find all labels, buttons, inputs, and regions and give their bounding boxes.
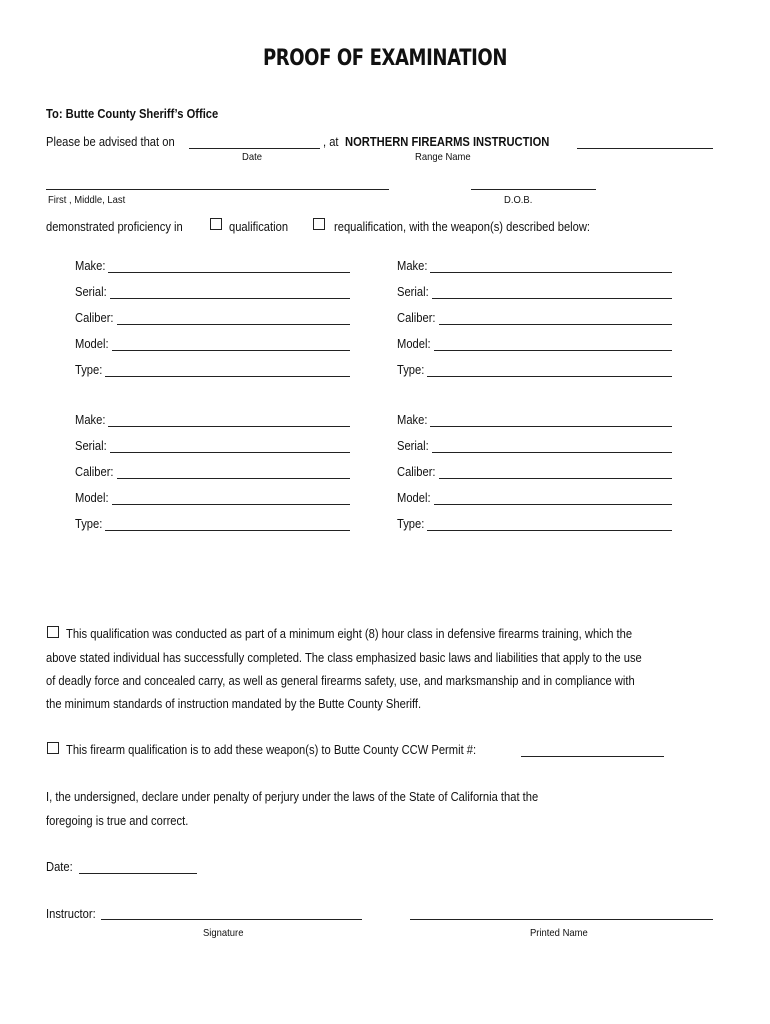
weapon-field-input[interactable] — [117, 324, 350, 325]
full-name-caption: First , Middle, Last — [48, 194, 126, 206]
weapon-field-input[interactable] — [110, 298, 350, 299]
qualification-label: qualification — [229, 219, 289, 234]
weapon-field-input[interactable] — [434, 350, 672, 351]
range-name-value: NORTHERN FIREARMS INSTRUCTION — [345, 134, 550, 149]
signature-date-field[interactable] — [79, 873, 197, 874]
weapon-field-input[interactable] — [430, 272, 672, 273]
weapon-field-label: Make: — [397, 258, 428, 273]
advised-at: , at — [323, 134, 339, 149]
weapon-field-label: Serial: — [75, 284, 107, 299]
class-statement-line-2: above stated individual has successfully completed. The class emphasized basic laws and liabilities that apply to the use — [46, 650, 642, 665]
weapon-field-label: Caliber: — [75, 310, 114, 325]
ccw-permit-field[interactable] — [521, 756, 664, 757]
weapon-field-label: Make: — [75, 258, 106, 273]
weapon-field-label: Type: — [75, 362, 103, 377]
instructor-signature-field[interactable] — [101, 919, 362, 920]
class-statement-checkbox[interactable] — [47, 626, 59, 638]
instructor-label: Instructor: — [46, 906, 96, 921]
instructor-printed-name-field[interactable] — [410, 919, 713, 920]
weapon-field-label: Serial: — [75, 438, 107, 453]
ccw-label: This firearm qualification is to add these weapon(s) to Butte County CCW Permit #: — [66, 742, 477, 757]
advised-prefix: Please be advised that on — [46, 134, 175, 149]
proficiency-prefix: demonstrated proficiency in — [46, 219, 183, 234]
full-name-field[interactable] — [46, 189, 389, 190]
requalification-checkbox[interactable] — [313, 218, 325, 230]
weapon-field-input[interactable] — [105, 530, 350, 531]
printed-name-caption: Printed Name — [530, 927, 588, 939]
date-caption: Date — [242, 151, 262, 163]
declaration-line-1: I, the undersigned, declare under penalty of perjury under the laws of the State of California that the — [46, 789, 539, 804]
weapon-field-label: Model: — [397, 336, 431, 351]
weapon-field-input[interactable] — [439, 478, 672, 479]
weapon-field-label: Model: — [397, 490, 431, 505]
weapon-field-label: Caliber: — [397, 464, 436, 479]
weapon-field-label: Caliber: — [75, 464, 114, 479]
weapon-field-input[interactable] — [430, 426, 672, 427]
weapon-field-label: Model: — [75, 490, 109, 505]
weapon-field-input[interactable] — [108, 426, 350, 427]
weapon-field-label: Type: — [397, 362, 425, 377]
signature-caption: Signature — [203, 927, 244, 939]
signature-date-label: Date: — [46, 859, 73, 874]
date-field[interactable] — [189, 148, 320, 149]
weapon-field-input[interactable] — [112, 350, 350, 351]
page-title: PROOF OF EXAMINATION — [262, 46, 508, 71]
weapon-field-label: Make: — [397, 412, 428, 427]
weapon-field-input[interactable] — [432, 298, 672, 299]
weapon-field-label: Type: — [75, 516, 103, 531]
range-name-field[interactable] — [577, 148, 713, 149]
class-statement-line-1: This qualification was conducted as part of a minimum eight (8) hour class in defensive firearms training, which the — [66, 626, 633, 641]
weapon-field-input[interactable] — [117, 478, 350, 479]
dob-field[interactable] — [471, 189, 596, 190]
weapon-field-label: Serial: — [397, 284, 429, 299]
requalification-label: requalification, with the weapon(s) described below: — [334, 219, 591, 234]
weapon-field-input[interactable] — [108, 272, 350, 273]
recipient-line: To: Butte County Sheriff’s Office — [46, 106, 219, 121]
class-statement-line-3: of deadly force and concealed carry, as well as general firearms safety, use, and marksmanship and in compliance with — [46, 673, 635, 688]
weapon-field-label: Serial: — [397, 438, 429, 453]
weapon-field-input[interactable] — [432, 452, 672, 453]
weapon-field-label: Model: — [75, 336, 109, 351]
declaration-line-2: foregoing is true and correct. — [46, 813, 189, 828]
qualification-checkbox[interactable] — [210, 218, 222, 230]
weapon-field-input[interactable] — [112, 504, 350, 505]
weapon-field-input[interactable] — [439, 324, 672, 325]
class-statement-line-4: the minimum standards of instruction mandated by the Butte County Sheriff. — [46, 696, 422, 711]
range-name-caption: Range Name — [415, 151, 471, 163]
weapon-field-label: Caliber: — [397, 310, 436, 325]
weapon-field-input[interactable] — [110, 452, 350, 453]
weapon-field-input[interactable] — [427, 530, 672, 531]
weapon-field-input[interactable] — [434, 504, 672, 505]
weapon-field-input[interactable] — [427, 376, 672, 377]
dob-caption: D.O.B. — [504, 194, 533, 206]
ccw-checkbox[interactable] — [47, 742, 59, 754]
weapon-field-label: Make: — [75, 412, 106, 427]
weapon-field-label: Type: — [397, 516, 425, 531]
weapon-field-input[interactable] — [105, 376, 350, 377]
